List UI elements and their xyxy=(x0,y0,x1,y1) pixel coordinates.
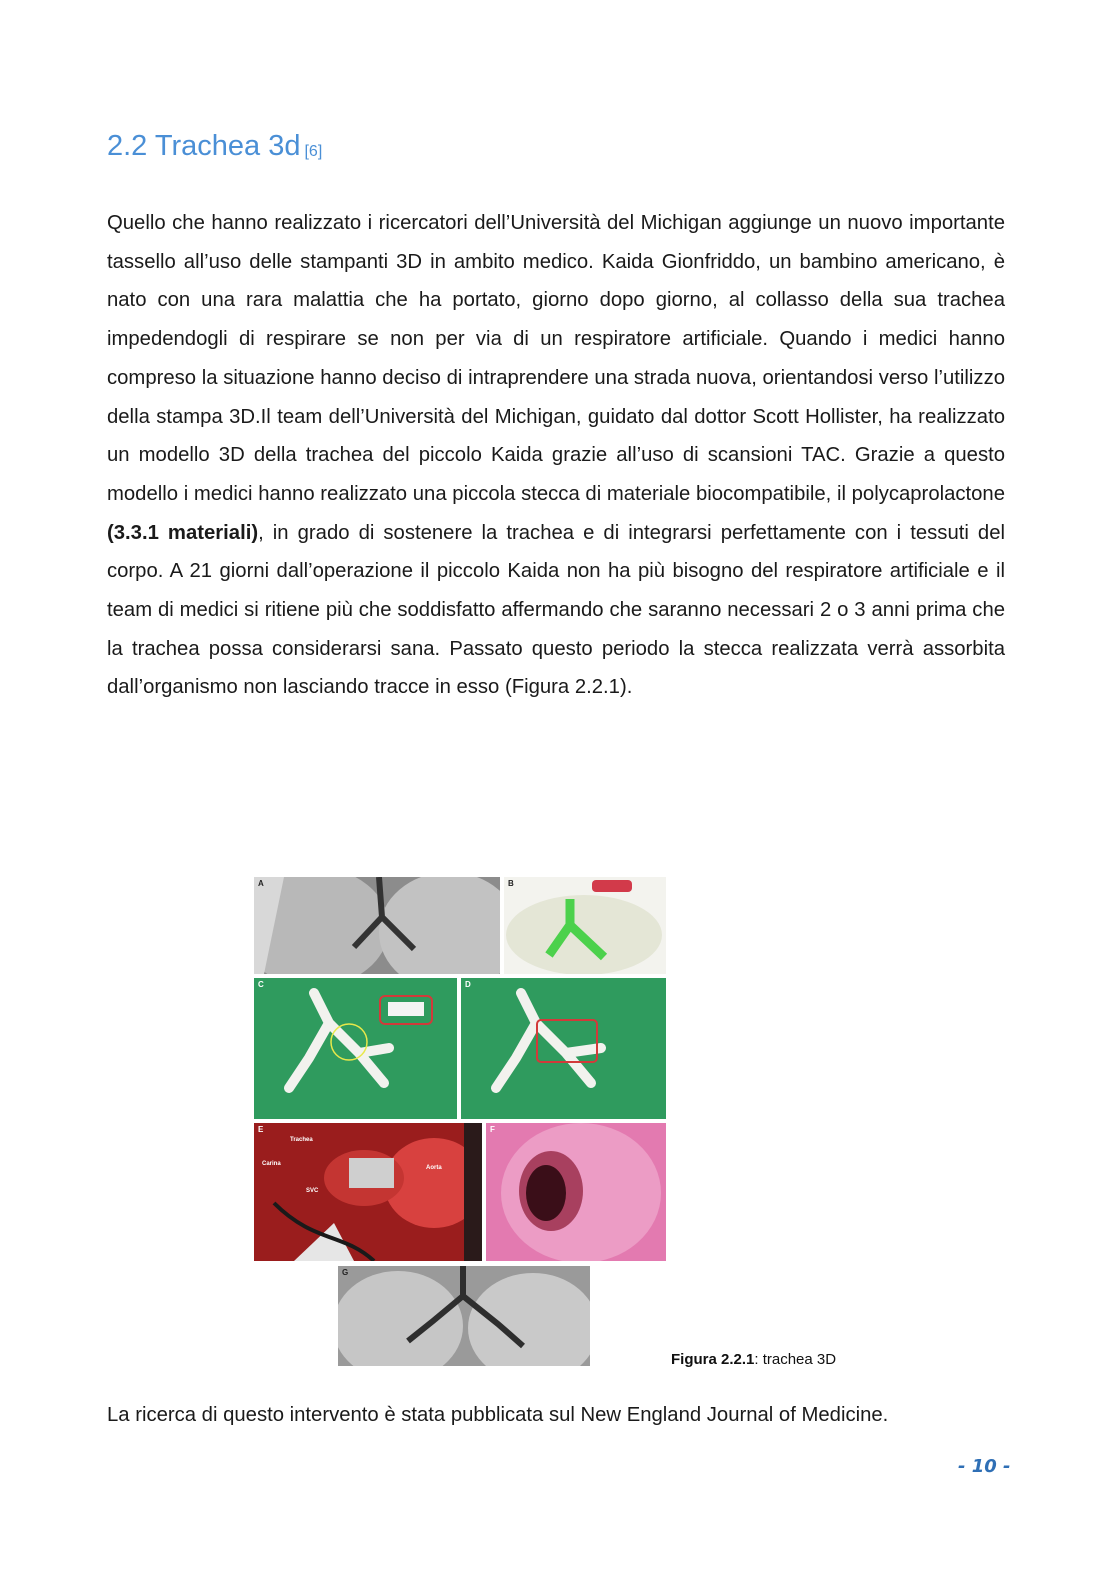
followup-ct-image xyxy=(338,1266,590,1366)
figure-caption xyxy=(671,1351,836,1368)
ct-scan-image xyxy=(254,877,500,974)
panel-label-e: E xyxy=(258,1125,264,1134)
caption-label: Figura 2.2.1 xyxy=(671,1351,755,1368)
panel-f-endoscopy xyxy=(486,1123,666,1261)
label-aorta: Aorta xyxy=(426,1165,442,1171)
panel-label-f: F xyxy=(490,1125,495,1134)
section-heading xyxy=(107,130,322,163)
panel-a-ct-scan xyxy=(254,877,500,974)
surgery-image xyxy=(254,1123,482,1261)
panel-label-a: A xyxy=(258,879,264,888)
label-trachea: Trachea xyxy=(290,1137,313,1143)
figure-trachea-3d xyxy=(254,877,666,1367)
section-title: 2.2 Trachea 3d xyxy=(107,130,301,162)
panel-e-surgery xyxy=(254,1123,482,1261)
label-carina: Carina xyxy=(262,1161,281,1167)
paragraph-part-1: Quello che hanno realizzato i ricercatori dell’Università del Michigan aggiunge un nuovo importante tassello all’uso delle stampanti 3D in ambito medico. Kaida Gionfriddo, un bambino americano, è nato con una rara malattia che ha portato, giorno dopo giorno, al collasso della sua trachea impedendogli di respirare se non per via di un respiratore artificiale. Quando i medici hanno compreso la situazione hanno deciso di intraprendere una strada nuova, orientandosi verso l’utilizzo della stampa 3D.Il team dell’Università del Michigan, guidato dal dottor Scott Hollister, ha realizzato un modello 3D della trachea del piccolo Kaida grazie all’uso di scansioni TAC. Grazie a questo modello i medici hanno realizzato una piccola stecca di materiale biocompatibile, il polycaprolactone xyxy=(107,212,1005,505)
panel-c-printed-model xyxy=(254,978,457,1119)
panel-d-fitted-model xyxy=(461,978,666,1119)
materials-reference: (3.3.1 materiali) xyxy=(107,521,259,544)
panel-label-b: B xyxy=(508,879,514,888)
caption-text: : trachea 3D xyxy=(754,1351,837,1368)
endoscopy-image xyxy=(486,1123,666,1261)
citation-ref: [6] xyxy=(304,143,323,160)
3d-model-image xyxy=(504,877,666,974)
panel-label-d: D xyxy=(465,980,471,989)
panel-label-g: G xyxy=(342,1268,349,1277)
paragraph-part-2: , in grado di sostenere la trachea e di integrarsi perfettamente con i tessuti del corpo. A 21 giorni dall’operazione il piccolo Kaida non ha più bisogno del respiratore artificiale e il team di medici si ritiene più che soddisfatto affermando che saranno necessari 2 o 3 anni prima che la trachea possa considerarsi sana. Passato questo periodo la stecca realizzata verrà assorbita dall’organismo non lasciando tracce in esso (Figura 2.2.1). xyxy=(107,521,1005,699)
fitted-trachea-image xyxy=(461,978,666,1119)
closing-sentence: La ricerca di questo intervento è stata pubblicata sul New England Journal of Medicine. xyxy=(107,1404,889,1426)
label-svc: SVC xyxy=(306,1188,319,1194)
panel-g-followup-ct xyxy=(338,1266,590,1366)
panel-b-3d-model xyxy=(504,877,666,974)
panel-label-c: C xyxy=(258,980,264,989)
page-number: - 10 - xyxy=(958,1456,1011,1477)
printed-trachea-image xyxy=(254,978,457,1119)
body-paragraph xyxy=(107,204,1005,707)
